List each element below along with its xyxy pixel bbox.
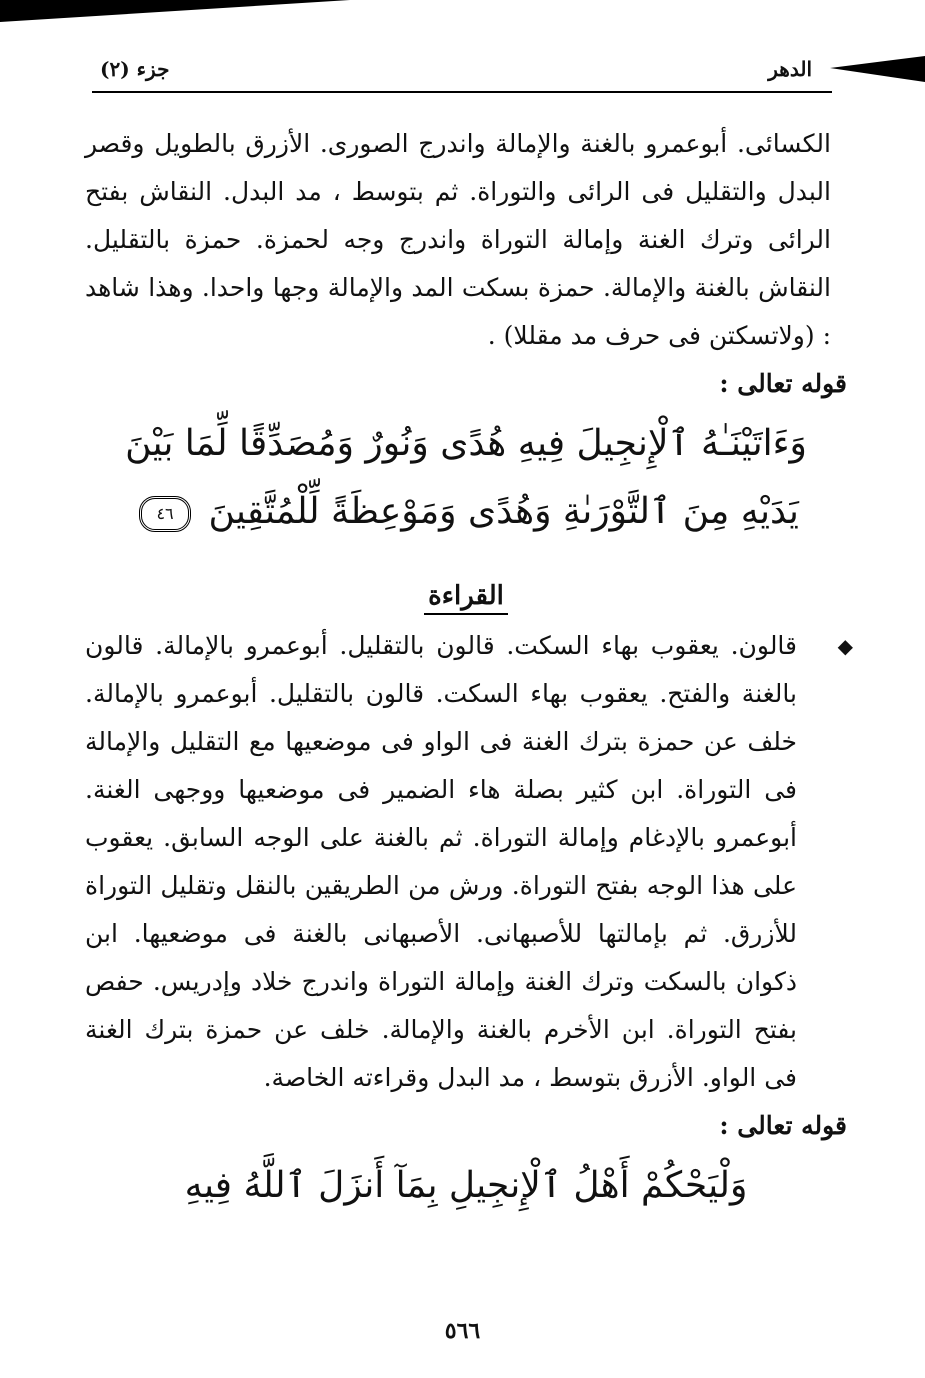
section-heading-text: القراءة xyxy=(424,581,508,615)
diamond-bullet-icon: ◆ xyxy=(837,634,853,658)
paragraph-continued: الكسائى. أبوعمرو بالغنة والإمالة واندرج الصورى. الأزرق بالطويل وقصر البدل والتقليل فى الرائى والتوراة. ثم بتوسط ، مد البدل. النقاش بفتح الرائى وترك الغنة وإمالة التوراة واندرج وجه لحمزة. حمزة بالتقليل. النقاش بالغنة والإمالة. حمزة بسكت المد والإمالة وجها واحدا. وهذا شاهد : (ولاتسكتن فى حرف مد مقللا) . xyxy=(85,129,831,350)
running-header xyxy=(92,55,832,93)
verse-intro-label-2: قوله تعالى : xyxy=(719,1111,847,1140)
section-heading xyxy=(85,576,847,616)
verse-number-marker: ٤٦ xyxy=(139,496,191,532)
verse-intro-label: قوله تعالى : xyxy=(719,369,847,398)
page-body xyxy=(85,120,853,1220)
header-surah-name: الدهر xyxy=(768,57,812,81)
readings-text: قالون. يعقوب بهاء السكت. قالون بالتقليل. أبوعمرو بالإمالة. قالون بالغنة والفتح. يعقوب بهاء السكت. قالون بالتقليل. أبوعمرو بالإمالة. خلف عن حمزة بترك الغنة فى الواو فى موضعيها مع التقليل والإمالة فى التوراة. ابن كثير بصلة هاء الضمير فى موضعيها ووجهى الغنة. أبوعمرو بالإدغام وإمالة التوراة. ثم بالغنة على الوجه السابق. يعقوب على هذا الوجه بفتح التوراة. ورش من الطريقين بالنقل وتقليل التوراة للأزرق. ثم بإمالتها للأصبهانى. الأصبهانى بالغنة فى موضعيها. ابن ذكوان بالسكت وترك الغنة وإمالة التوراة واندرج خلاد وإدريس. حفص بفتح التوراة. ابن الأخرم بالغنة والإمالة. خلف عن حمزة بترك الغنة فى الواو. الأزرق بتوسط ، مد البدل وقراءته الخاصة. xyxy=(85,631,797,1092)
scan-edge-shadow-right xyxy=(830,56,925,82)
header-part-number: جزء (٢) xyxy=(100,57,170,81)
verse-text-2: وَلْيَحْكُمْ أَهْلُ ٱلْإِنجِيلِ بِمَآ أَنزَلَ ٱللَّهُ فِيهِ xyxy=(184,1165,748,1206)
page-number: ٥٦٦ xyxy=(444,1318,481,1344)
readings-paragraph xyxy=(85,622,853,1102)
scan-edge-shadow-top xyxy=(0,0,350,22)
quran-verse-2 xyxy=(85,1152,847,1220)
quran-verse xyxy=(85,410,847,546)
verse-text: وَءَاتَيْنَـٰهُ ٱلْإِنجِيلَ فِيهِ هُدًى وَنُورٌ وَمُصَدِّقًا لِّمَا بَيْنَ يَدَيْهِ مِنَ ٱلتَّوْرَىٰةِ وَهُدًى وَمَوْعِظَةً لِّلْمُتَّقِينَ xyxy=(125,423,807,532)
